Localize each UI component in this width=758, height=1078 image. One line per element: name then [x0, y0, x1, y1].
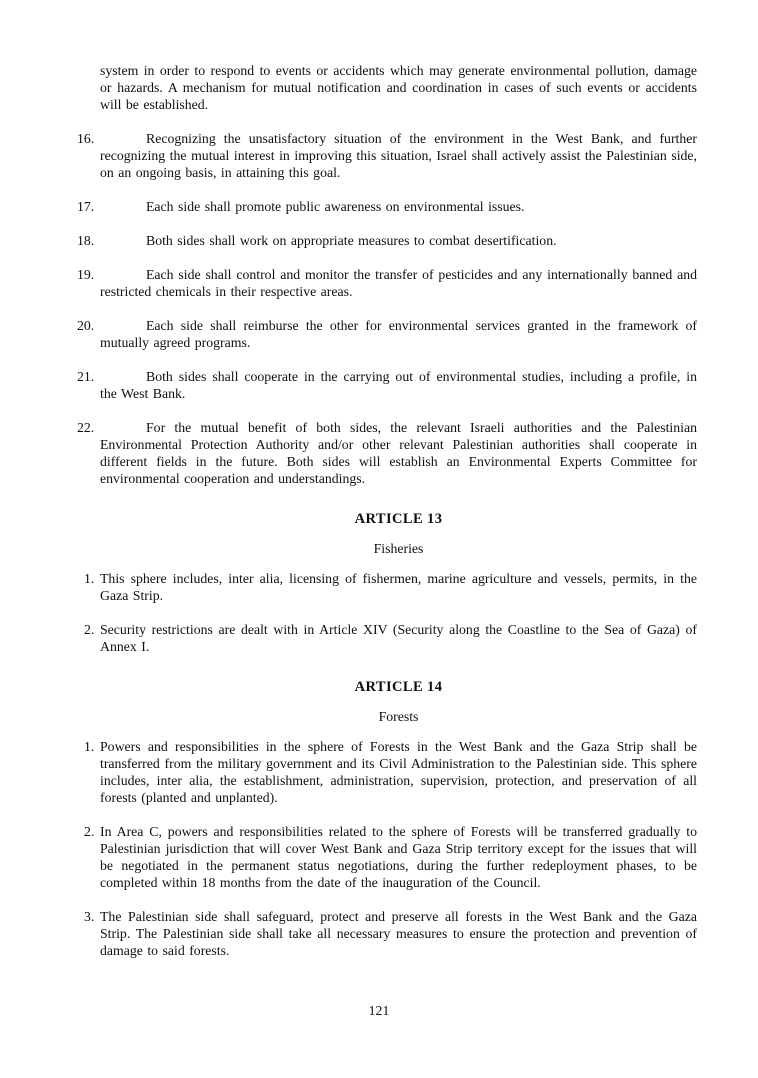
- item-number: 2.: [84, 824, 95, 839]
- list-item-22: [77, 419, 697, 487]
- fisheries-item-2: [84, 621, 697, 655]
- item-text: This sphere includes, inter alia, licensing of fishermen, marine agriculture and vessels, permits, in the Gaza Strip.: [100, 571, 697, 603]
- article-14-subtitle: Forests: [378, 709, 419, 724]
- item-number: 19.: [77, 267, 95, 282]
- item-text: Recognizing the unsatisfactory situation of the environment in the West Bank, and further recognizing the mutual interest in improving this situation, Israel shall actively assist the Palestinian side, on an ongoing basis, in attaining this goal.: [100, 131, 697, 180]
- forests-item-2: [84, 823, 697, 891]
- article-14-title: ARTICLE 14: [354, 679, 443, 695]
- item-text: Each side shall promote public awareness on environmental issues.: [146, 199, 525, 214]
- forests-item-3: [84, 908, 697, 959]
- fisheries-item-1: [84, 570, 697, 604]
- item-text: Both sides shall cooperate in the carrying out of environmental studies, including a profile, in the West Bank.: [100, 369, 697, 401]
- item-text: Security restrictions are dealt with in Article XIV (Security along the Coastline to the Sea of Gaza) of Annex I.: [100, 622, 697, 654]
- page-number: 121: [368, 1003, 390, 1018]
- item-number: 2.: [84, 622, 95, 637]
- item-number: 17.: [77, 199, 95, 214]
- item-text: In Area C, powers and responsibilities related to the sphere of Forests will be transferred gradually to Palestinian jurisdiction that will cover West Bank and Gaza Strip territory except for the issues that will be negotiated in the permanent status negotiations, during the further redeployment phases, to be completed within 18 months from the date of the inauguration of the Council.: [100, 824, 697, 890]
- article-13-subtitle: Fisheries: [373, 541, 424, 556]
- item-number: 16.: [77, 131, 95, 146]
- item-number: 1.: [84, 739, 95, 754]
- item-text: Both sides shall work on appropriate measures to combat desertification.: [146, 233, 557, 248]
- item-text: For the mutual benefit of both sides, the relevant Israeli authorities and the Palestinian Environmental Protection Authority and/or other relevant Palestinian authorities shall cooperate in different fields in the future. Both sides will establish an Environmental Experts Committee for environmental cooperation and understandings.: [100, 420, 697, 486]
- item-text: Each side shall reimburse the other for environmental services granted in the framework of mutually agreed programs.: [100, 318, 697, 350]
- item-text: Each side shall control and monitor the transfer of pesticides and any internationally banned and restricted chemicals in their respective areas.: [100, 267, 697, 299]
- list-item-19: [77, 266, 697, 300]
- item-text: The Palestinian side shall safeguard, protect and preserve all forests in the West Bank and the Gaza Strip. The Palestinian side shall take all necessary measures to ensure the protection and prevention of damage to said forests.: [100, 909, 697, 958]
- article-13-title: ARTICLE 13: [354, 511, 443, 527]
- list-item-17: [77, 198, 697, 215]
- item-number: 21.: [77, 369, 95, 384]
- item-number: 18.: [77, 233, 95, 248]
- item-number: 1.: [84, 571, 95, 586]
- list-item-16: [77, 130, 697, 181]
- forests-item-1: [84, 738, 697, 806]
- list-item-18: [77, 232, 697, 249]
- list-item-20: [77, 317, 697, 351]
- item-number: 22.: [77, 420, 95, 435]
- continuation-paragraph: system in order to respond to events or accidents which may generate environmental pollution, damage or hazards. A mechanism for mutual notification and coordination in cases of such events or accidents will be established.: [100, 63, 697, 112]
- list-item-21: [77, 368, 697, 402]
- item-number: 3.: [84, 909, 95, 924]
- item-number: 20.: [77, 318, 95, 333]
- item-text: Powers and responsibilities in the sphere of Forests in the West Bank and the Gaza Strip shall be transferred from the military government and its Civil Administration to the Palestinian side. This sphere includes, inter alia, the establishment, administration, supervision, protection, and preservation of all forests (planted and unplanted).: [100, 739, 697, 805]
